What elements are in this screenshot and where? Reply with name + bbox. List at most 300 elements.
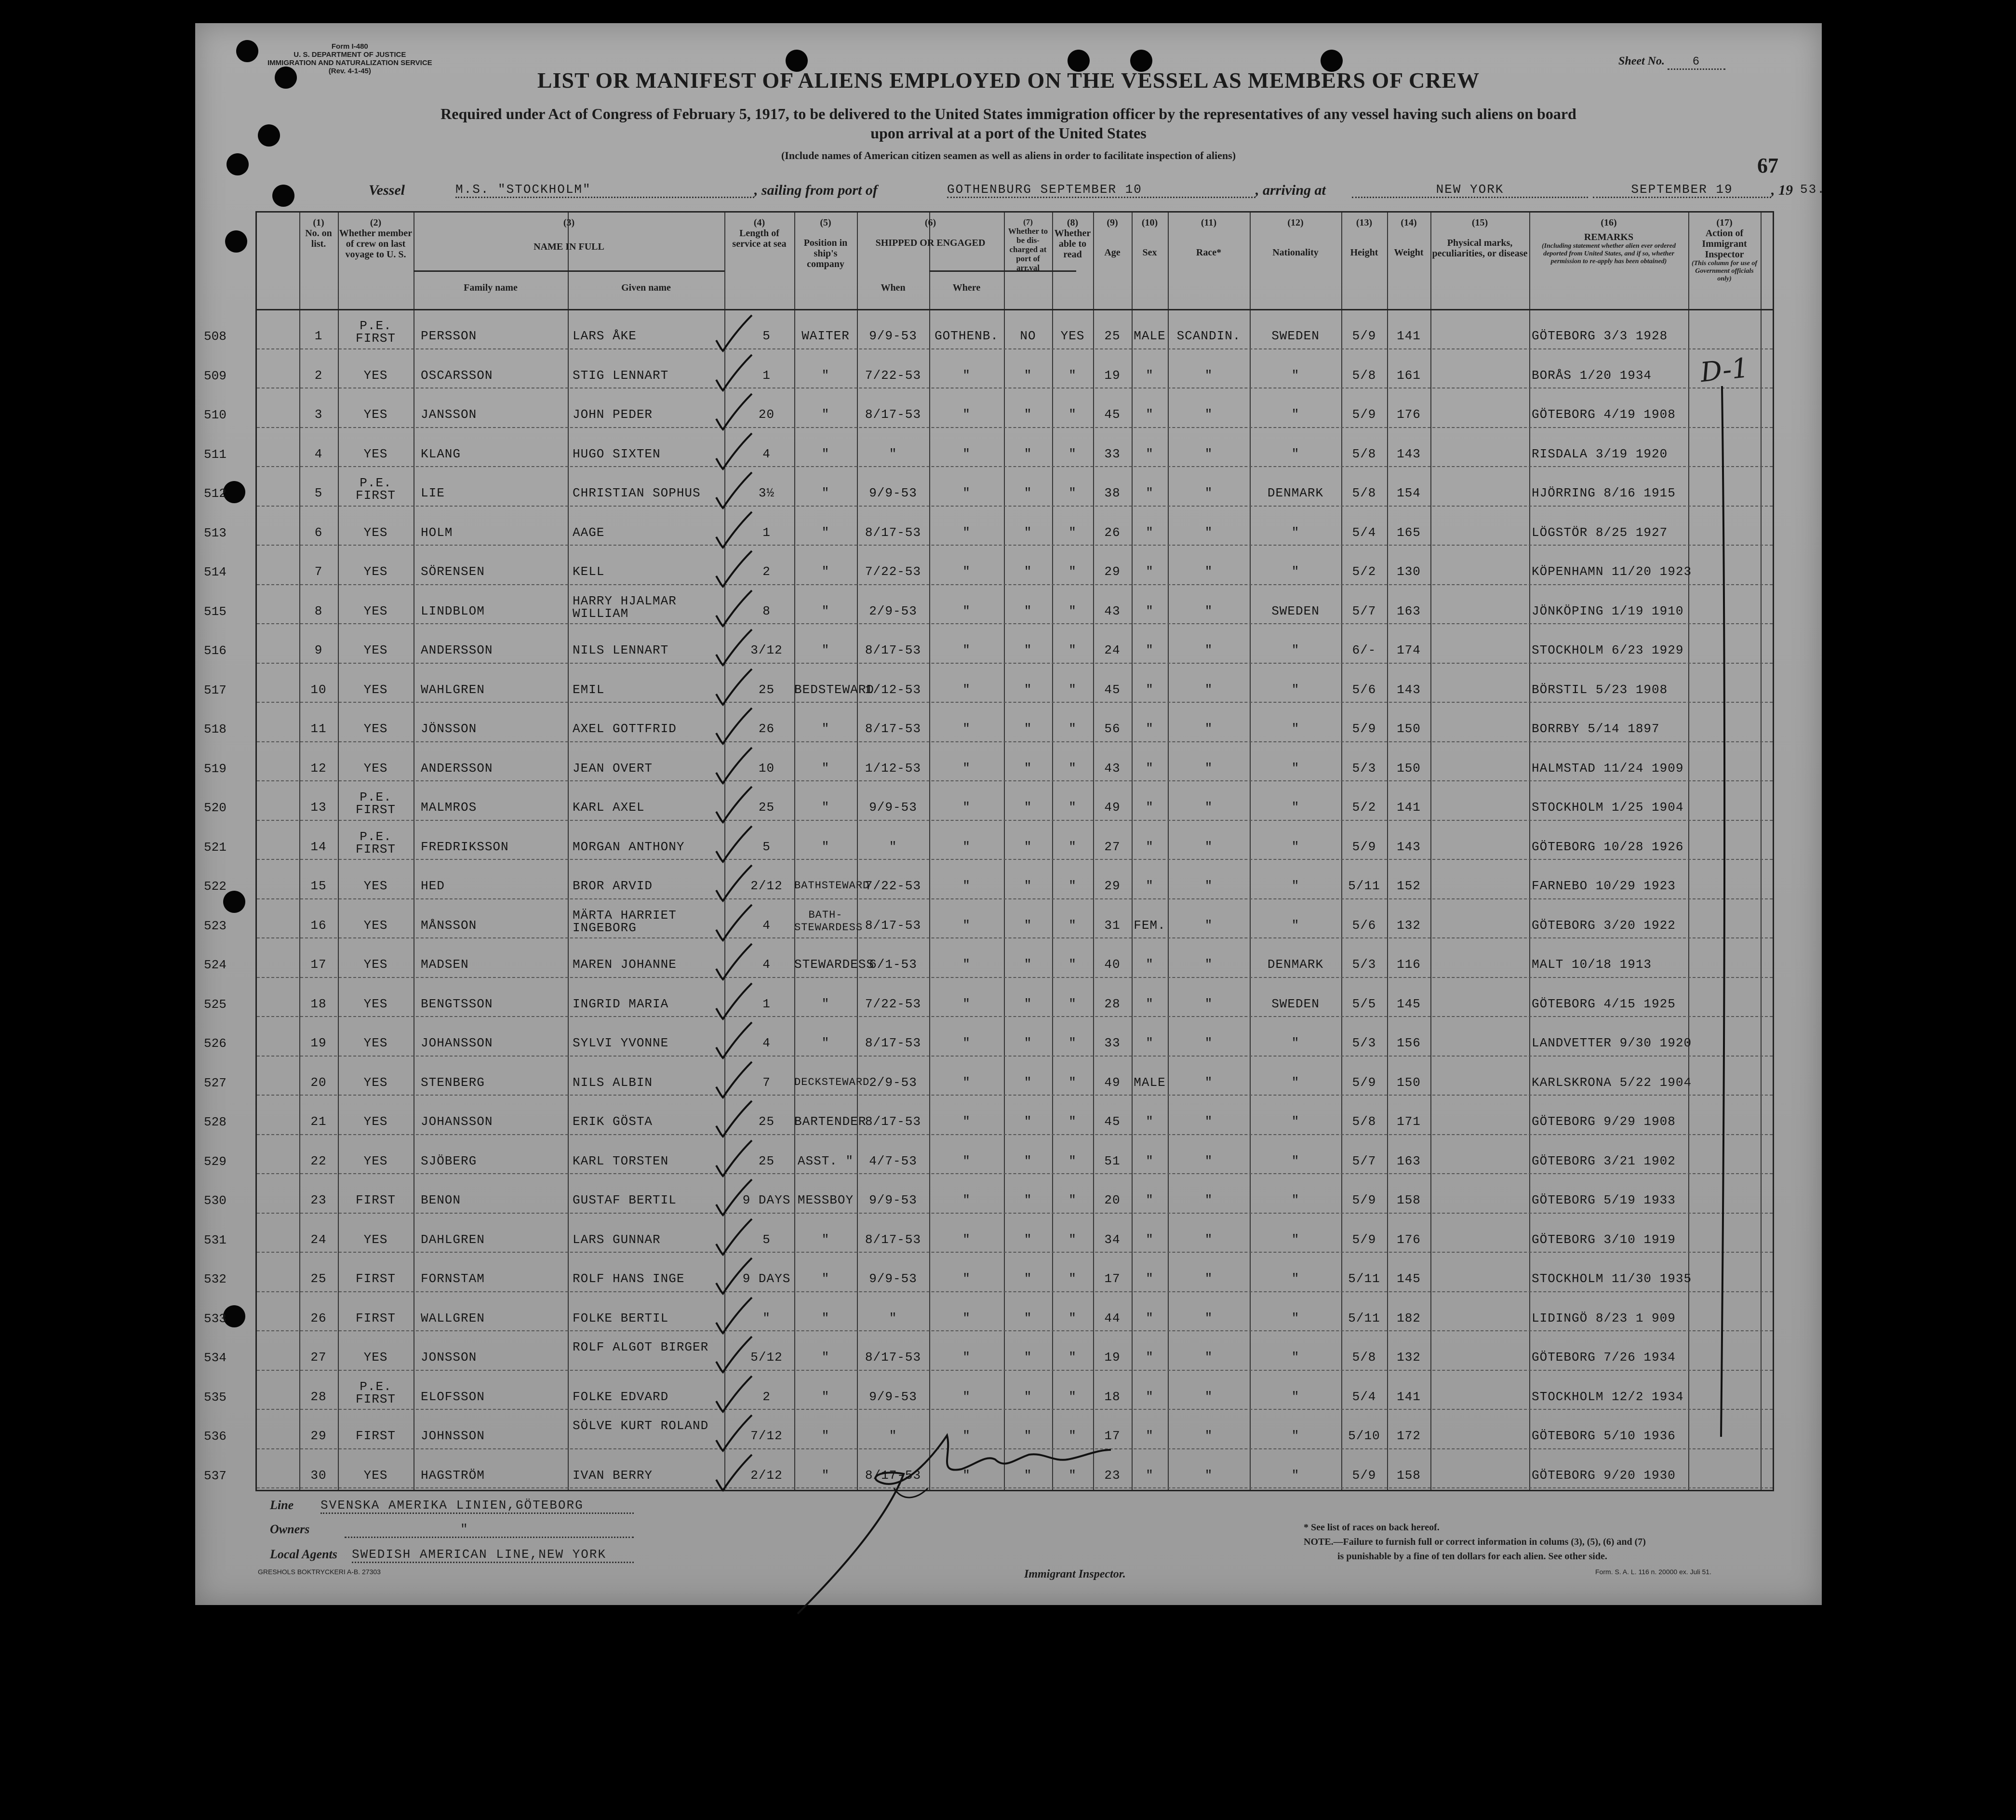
cell-age: 31	[1104, 918, 1121, 933]
cell-no: 3	[314, 407, 323, 422]
cell-nat: DENMARK	[1267, 486, 1324, 500]
cell-race: "	[1204, 1350, 1213, 1365]
cell-disch: "	[1024, 1114, 1032, 1129]
cell-age: 17	[1104, 1271, 1121, 1286]
checkmark-icon	[712, 1294, 756, 1337]
checkmark-icon	[712, 508, 756, 551]
cell-where: "	[962, 407, 971, 422]
cell-when: 9/9-53	[869, 800, 917, 815]
cell-read: "	[1068, 407, 1077, 422]
cell-race: "	[1204, 1193, 1213, 1207]
cell-disch: "	[1024, 1036, 1032, 1050]
cell-nat: "	[1291, 1232, 1300, 1247]
page-number: 67	[1757, 154, 1778, 177]
cell-race: "	[1204, 918, 1213, 933]
col-shipped-header: (6) SHIPPED OR ENGAGED	[875, 217, 986, 248]
cell-family: WALLGREN	[421, 1311, 485, 1325]
cell-sex: "	[1146, 486, 1154, 500]
cell-when: 1/12-53	[865, 682, 921, 697]
col-age-header: (9) Age	[1104, 217, 1121, 258]
cell-age: 23	[1104, 1468, 1121, 1483]
cell-given: SÖLVE KURT ROLAND	[573, 1419, 709, 1433]
cell-when: 8/17-53	[865, 407, 921, 422]
manifest-line-number: 508	[204, 329, 227, 344]
cell-when: 8/17-53	[865, 525, 921, 540]
cell-weight: 152	[1397, 879, 1421, 893]
cell-position: "	[821, 1271, 830, 1286]
cell-remarks: BÖRSTIL 5/23 1908	[1532, 682, 1668, 697]
cell-service: 8	[762, 603, 771, 618]
cell-disch: "	[1024, 957, 1032, 972]
arrival-date: SEPTEMBER 19	[1593, 182, 1771, 198]
checkmark-icon	[712, 901, 756, 944]
cell-height: 5/6	[1352, 918, 1376, 933]
cell-sex: "	[1146, 564, 1154, 579]
cell-remarks: GÖTEBORG 9/20 1930	[1532, 1468, 1676, 1483]
manifest-line-number: 528	[204, 1115, 227, 1129]
cell-sex: "	[1146, 722, 1154, 736]
cell-no: 11	[310, 722, 327, 736]
cell-where: "	[962, 1468, 971, 1483]
cell-prev: YES	[363, 722, 388, 736]
cell-read: "	[1068, 1232, 1077, 1247]
cell-service: 1	[762, 368, 771, 383]
manifest-line-number: 515	[204, 604, 227, 619]
cell-where: "	[962, 1350, 971, 1365]
cell-position: "	[821, 564, 830, 579]
cell-no: 23	[310, 1193, 327, 1207]
cell-sex: "	[1146, 1311, 1154, 1325]
cell-read: "	[1068, 486, 1077, 500]
cell-weight: 150	[1397, 761, 1421, 776]
cell-given: MORGAN ANTHONY	[573, 839, 685, 854]
manifest-line-number: 513	[204, 525, 227, 540]
cell-disch: "	[1024, 996, 1032, 1011]
cell-disch: "	[1024, 722, 1032, 736]
cell-position: "	[821, 1350, 830, 1365]
cell-no: 10	[310, 682, 327, 697]
cell-height: 5/8	[1352, 1350, 1376, 1365]
cell-nat: "	[1291, 682, 1300, 697]
cell-when: 8/17-53	[865, 1350, 921, 1365]
cell-family: JANSSON	[421, 407, 477, 422]
cell-position: "	[821, 486, 830, 500]
arriving-label: , arriving at	[1255, 182, 1326, 198]
cell-disch: NO	[1020, 329, 1036, 343]
cell-weight: 143	[1397, 682, 1421, 697]
cell-race: "	[1204, 446, 1213, 461]
cell-weight: 158	[1397, 1193, 1421, 1207]
cell-age: 33	[1104, 1036, 1121, 1050]
cell-service: 5	[762, 329, 771, 343]
cell-read: "	[1068, 1429, 1077, 1443]
punch-hole	[223, 481, 245, 503]
cell-family: MÅNSSON	[421, 918, 477, 933]
cell-height: 5/11	[1348, 1271, 1380, 1286]
manifest-line-number: 525	[204, 997, 227, 1012]
cell-no: 6	[314, 525, 323, 540]
cell-height: 5/9	[1352, 722, 1376, 736]
cell-read: "	[1068, 722, 1077, 736]
cell-prev: YES	[363, 1350, 388, 1365]
cell-remarks: BORÅS 1/20 1934	[1532, 368, 1652, 383]
cell-height: 5/6	[1352, 682, 1376, 697]
cell-height: 5/9	[1352, 1075, 1376, 1090]
cell-read: "	[1068, 1036, 1077, 1050]
cell-given: NILS LENNART	[573, 643, 669, 657]
cell-where: "	[962, 1193, 971, 1207]
cell-weight: 143	[1397, 446, 1421, 461]
cell-prev: FIRST	[355, 1193, 396, 1207]
manifest-line-number: 532	[204, 1272, 227, 1286]
cell-family: HED	[421, 879, 445, 893]
cell-race: "	[1204, 603, 1213, 618]
cell-race: "	[1204, 486, 1213, 500]
cell-prev: P.E. FIRST	[355, 476, 396, 503]
cell-when: 8/17-53	[865, 1036, 921, 1050]
cell-remarks: GÖTEBORG 10/28 1926	[1532, 839, 1684, 854]
cell-position: "	[821, 1232, 830, 1247]
vessel-label: Vessel	[369, 182, 405, 198]
cell-prev: YES	[363, 564, 388, 579]
cell-prev: YES	[363, 996, 388, 1011]
cell-sex: MALE	[1134, 329, 1166, 343]
departure-port: GOTHENBURG SEPTEMBER 10	[947, 182, 1255, 198]
cell-family: MALMROS	[421, 800, 477, 815]
checkmark-icon	[712, 1137, 756, 1180]
cell-nat: "	[1291, 879, 1300, 893]
cell-no: 16	[310, 918, 327, 933]
col-shipped-when-header: When	[881, 282, 906, 293]
checkmark-icon	[712, 1058, 756, 1101]
cell-no: 28	[310, 1389, 327, 1404]
cell-read: "	[1068, 682, 1077, 697]
cell-race: "	[1204, 643, 1213, 657]
manifest-line-number: 524	[204, 958, 227, 972]
cell-family: LIE	[421, 486, 445, 500]
cell-given: NILS ALBIN	[573, 1075, 653, 1090]
cell-read: "	[1068, 1193, 1077, 1207]
cell-disch: "	[1024, 1429, 1032, 1443]
cell-age: 24	[1104, 643, 1121, 657]
cell-race: SCANDIN.	[1176, 329, 1241, 343]
cell-nat: "	[1291, 918, 1300, 933]
cell-when: 8/17-53	[865, 1468, 921, 1483]
cell-race: "	[1204, 839, 1213, 854]
arrival-year: 53.	[1800, 182, 1826, 197]
cell-given: JOHN PEDER	[573, 407, 653, 422]
cell-race: "	[1204, 1468, 1213, 1483]
cell-age: 45	[1104, 682, 1121, 697]
cell-weight: 132	[1397, 1350, 1421, 1365]
cell-nat: SWEDEN	[1271, 603, 1320, 618]
cell-no: 22	[310, 1153, 327, 1168]
cell-race: "	[1204, 368, 1213, 383]
cell-position: "	[821, 1468, 830, 1483]
cell-given: ERIK GÖSTA	[573, 1114, 653, 1129]
cell-where: "	[962, 1075, 971, 1090]
cell-height: 5/9	[1352, 407, 1376, 422]
cell-height: 5/8	[1352, 1114, 1376, 1129]
cell-disch: "	[1024, 486, 1032, 500]
cell-read: "	[1068, 761, 1077, 776]
col-position-header: (5) Position in ship's company	[803, 217, 848, 269]
cell-height: 5/9	[1352, 1232, 1376, 1247]
cell-service: 2	[762, 564, 771, 579]
cell-disch: "	[1024, 603, 1032, 618]
punch-hole	[236, 40, 258, 62]
sailing-label: , sailing from port of	[754, 182, 878, 198]
cell-sex: "	[1146, 879, 1154, 893]
inspector-handwritten-mark: D-1	[1698, 352, 1750, 389]
cell-disch: "	[1024, 1232, 1032, 1247]
cell-given: HUGO SIXTEN	[573, 446, 661, 461]
checkmark-icon	[712, 351, 756, 394]
department-name: U. S. DEPARTMENT OF JUSTICE	[294, 51, 406, 59]
form-code: Form. S. A. L. 116 n. 20000 ex. Juli 51.	[1595, 1568, 1711, 1576]
cell-age: 45	[1104, 1114, 1121, 1129]
cell-given: STIG LENNART	[573, 368, 669, 383]
cell-prev: YES	[363, 1232, 388, 1247]
cell-no: 14	[310, 839, 327, 854]
cell-remarks: RISDALA 3/19 1920	[1532, 446, 1668, 461]
cell-remarks: KÖPENHAMN 11/20 1923	[1532, 564, 1692, 579]
cell-prev: YES	[363, 446, 388, 461]
cell-disch: "	[1024, 800, 1032, 815]
cell-where: "	[962, 918, 971, 933]
cell-weight: 132	[1397, 918, 1421, 933]
cell-prev: YES	[363, 682, 388, 697]
cell-service: 25	[758, 1114, 775, 1129]
cell-no: 15	[310, 879, 327, 893]
cell-where: "	[962, 1429, 971, 1443]
cell-no: 2	[314, 368, 323, 383]
cell-family: ANDERSSON	[421, 761, 493, 776]
cell-sex: "	[1146, 1389, 1154, 1404]
revision-date: (Rev. 4-1-45)	[328, 67, 371, 75]
cell-position: "	[821, 800, 830, 815]
cell-age: 49	[1104, 1075, 1121, 1090]
col-shipped-where-header: Where	[952, 282, 981, 293]
cell-prev: P.E. FIRST	[355, 319, 396, 346]
cell-sex: "	[1146, 761, 1154, 776]
cell-read: "	[1068, 1271, 1077, 1286]
checkmark-icon	[712, 547, 756, 590]
cell-prev: YES	[363, 879, 388, 893]
cell-disch: "	[1024, 682, 1032, 697]
cell-remarks: LÖGSTÖR 8/25 1927	[1532, 525, 1668, 540]
cell-race: "	[1204, 800, 1213, 815]
cell-disch: "	[1024, 1350, 1032, 1365]
cell-given: CHRISTIAN SOPHUS	[573, 486, 701, 500]
cell-where: "	[962, 996, 971, 1011]
cell-weight: 163	[1397, 1153, 1421, 1168]
agents-value: SWEDISH AMERICAN LINE,NEW YORK	[352, 1547, 634, 1563]
cell-race: "	[1204, 761, 1213, 776]
checkmark-icon	[712, 1333, 756, 1376]
cell-when: 1/12-53	[865, 761, 921, 776]
manifest-line-number: 537	[204, 1468, 227, 1483]
cell-disch: "	[1024, 1271, 1032, 1286]
cell-where: "	[962, 564, 971, 579]
cell-height: 5/9	[1352, 329, 1376, 343]
cell-when: 8/17-53	[865, 1232, 921, 1247]
cell-sex: "	[1146, 525, 1154, 540]
cell-age: 29	[1104, 879, 1121, 893]
cell-given: KARL TORSTEN	[573, 1153, 669, 1168]
penalty-note-continued: is punishable by a fine of ten dollars for each alien. See other side.	[1337, 1551, 1607, 1562]
checkmark-icon	[712, 1254, 756, 1298]
cell-weight: 141	[1397, 800, 1421, 815]
manifest-line-number: 521	[204, 840, 227, 855]
cell-prev: P.E. FIRST	[355, 829, 396, 856]
cell-sex: "	[1146, 1271, 1154, 1286]
checkmark-icon	[712, 822, 756, 866]
line-label: Line	[270, 1498, 294, 1512]
cell-sex: "	[1146, 996, 1154, 1011]
cell-family: STENBERG	[421, 1075, 485, 1090]
document-instruction: (Include names of American citizen seamen as well as aliens in order to facilitate inspection of aliens)	[781, 149, 1236, 161]
cell-where: "	[962, 682, 971, 697]
cell-height: 5/11	[1348, 1311, 1380, 1325]
cell-position: MESSBOY	[797, 1193, 854, 1207]
cell-service: 2	[762, 1389, 771, 1404]
cell-read: "	[1068, 446, 1077, 461]
col-number-header: (1) No. on list.	[305, 217, 332, 249]
cell-where: "	[962, 1036, 971, 1050]
cell-weight: 176	[1397, 1232, 1421, 1247]
col-family-name-header: Family name	[464, 282, 518, 293]
manifest-line-number: 523	[204, 918, 227, 933]
cell-where: "	[962, 839, 971, 854]
manifest-line-number: 522	[204, 879, 227, 894]
cell-read: "	[1068, 643, 1077, 657]
cell-weight: 116	[1397, 957, 1421, 972]
manifest-line-number: 535	[204, 1390, 227, 1405]
cell-prev: YES	[363, 1114, 388, 1129]
cell-given: LARS GUNNAR	[573, 1232, 661, 1247]
cell-remarks: GÖTEBORG 5/10 1936	[1532, 1429, 1676, 1443]
cell-service: 7/12	[750, 1429, 783, 1443]
manifest-line-number: 510	[204, 408, 227, 422]
cell-service: 5	[762, 839, 771, 854]
printer-imprint: GRESHOLS BOKTRYCKERI A-B. 27303	[258, 1568, 381, 1576]
col-given-name-header: Given name	[621, 282, 671, 293]
cell-service: 7	[762, 1075, 771, 1090]
cell-family: JOHANSSON	[421, 1114, 493, 1129]
cell-race: "	[1204, 525, 1213, 540]
cell-race: "	[1204, 1429, 1213, 1443]
cell-position: BEDSTEWARD	[794, 682, 875, 697]
cell-race: "	[1204, 407, 1213, 422]
col-previous-voyage-header: (2) Whether member of crew on last voyage to U. S.	[339, 217, 413, 260]
col-race-header: (11) Race*	[1196, 217, 1222, 258]
cell-remarks: STOCKHOLM 6/23 1929	[1532, 643, 1684, 657]
cell-disch: "	[1024, 407, 1032, 422]
cell-age: 29	[1104, 564, 1121, 579]
cell-weight: 150	[1397, 1075, 1421, 1090]
cell-disch: "	[1024, 1075, 1032, 1090]
cell-read: "	[1068, 957, 1077, 972]
cell-remarks: STOCKHOLM 11/30 1935	[1532, 1271, 1692, 1286]
cell-age: 18	[1104, 1389, 1121, 1404]
cell-remarks: GÖTEBORG 3/20 1922	[1532, 918, 1676, 933]
cell-family: KLANG	[421, 446, 461, 461]
cell-disch: "	[1024, 1389, 1032, 1404]
cell-when: 9/9-53	[869, 486, 917, 500]
cell-no: 21	[310, 1114, 327, 1129]
cell-when: 6/1-53	[869, 957, 917, 972]
cell-where: "	[962, 722, 971, 736]
owners-value: "	[345, 1522, 634, 1538]
cell-service: 2/12	[750, 1468, 783, 1483]
punch-hole	[225, 230, 247, 253]
document-subtitle-continued: upon arrival at a port of the United States	[870, 124, 1147, 142]
cell-race: "	[1204, 1075, 1213, 1090]
punch-hole	[272, 185, 294, 207]
cell-disch: "	[1024, 368, 1032, 383]
col-discharge-header: (7) Whether to be dis-charged at port of arr.val	[1008, 217, 1048, 272]
cell-service: 9 DAYS	[742, 1193, 791, 1207]
cell-position: "	[821, 761, 830, 776]
cell-sex: "	[1146, 1350, 1154, 1365]
cell-remarks: FARNEBO 10/29 1923	[1532, 879, 1676, 893]
cell-no: 25	[310, 1271, 327, 1286]
checkmark-icon	[712, 979, 756, 1023]
cell-height: 5/2	[1352, 800, 1376, 815]
cell-prev: YES	[363, 761, 388, 776]
cell-disch: "	[1024, 1193, 1032, 1207]
cell-where: "	[962, 1114, 971, 1129]
cell-when: 2/9-53	[869, 603, 917, 618]
cell-disch: "	[1024, 525, 1032, 540]
cell-position: "	[821, 722, 830, 736]
cell-given: IVAN BERRY	[573, 1468, 653, 1483]
cell-family: HOLM	[421, 525, 453, 540]
cell-weight: 156	[1397, 1036, 1421, 1050]
cell-service: 3½	[758, 486, 775, 500]
cell-read: "	[1068, 1468, 1077, 1483]
col-name-header: (3) NAME IN FULL	[534, 217, 604, 252]
cell-weight: 145	[1397, 996, 1421, 1011]
cell-given: FOLKE BERTIL	[573, 1311, 669, 1325]
cell-given: ROLF ALGOT BIRGER	[573, 1340, 709, 1354]
manifest-line-number: 529	[204, 1154, 227, 1169]
cell-given: KELL	[573, 564, 605, 579]
cell-no: 18	[310, 996, 327, 1011]
document-title: LIST OR MANIFEST OF ALIENS EMPLOYED ON THE VESSEL AS MEMBERS OF CREW	[537, 68, 1480, 93]
cell-no: 26	[310, 1311, 327, 1325]
checkmark-icon	[712, 1451, 756, 1494]
cell-service: 5	[762, 1232, 771, 1247]
manifest-line-number: 512	[204, 486, 227, 501]
cell-height: 5/4	[1352, 1389, 1376, 1404]
cell-age: 34	[1104, 1232, 1121, 1247]
cell-height: 5/9	[1352, 1468, 1376, 1483]
cell-race: "	[1204, 1389, 1213, 1404]
cell-weight: 176	[1397, 407, 1421, 422]
cell-race: "	[1204, 1153, 1213, 1168]
cell-position: "	[821, 407, 830, 422]
cell-weight: 165	[1397, 525, 1421, 540]
cell-age: 38	[1104, 486, 1121, 500]
cell-age: 45	[1104, 407, 1121, 422]
cell-family: OSCARSSON	[421, 368, 493, 383]
checkmark-icon	[712, 783, 756, 826]
cell-remarks: KARLSKRONA 5/22 1904	[1532, 1075, 1692, 1090]
cell-service: 26	[758, 722, 775, 736]
cell-family: SÖRENSEN	[421, 564, 485, 579]
